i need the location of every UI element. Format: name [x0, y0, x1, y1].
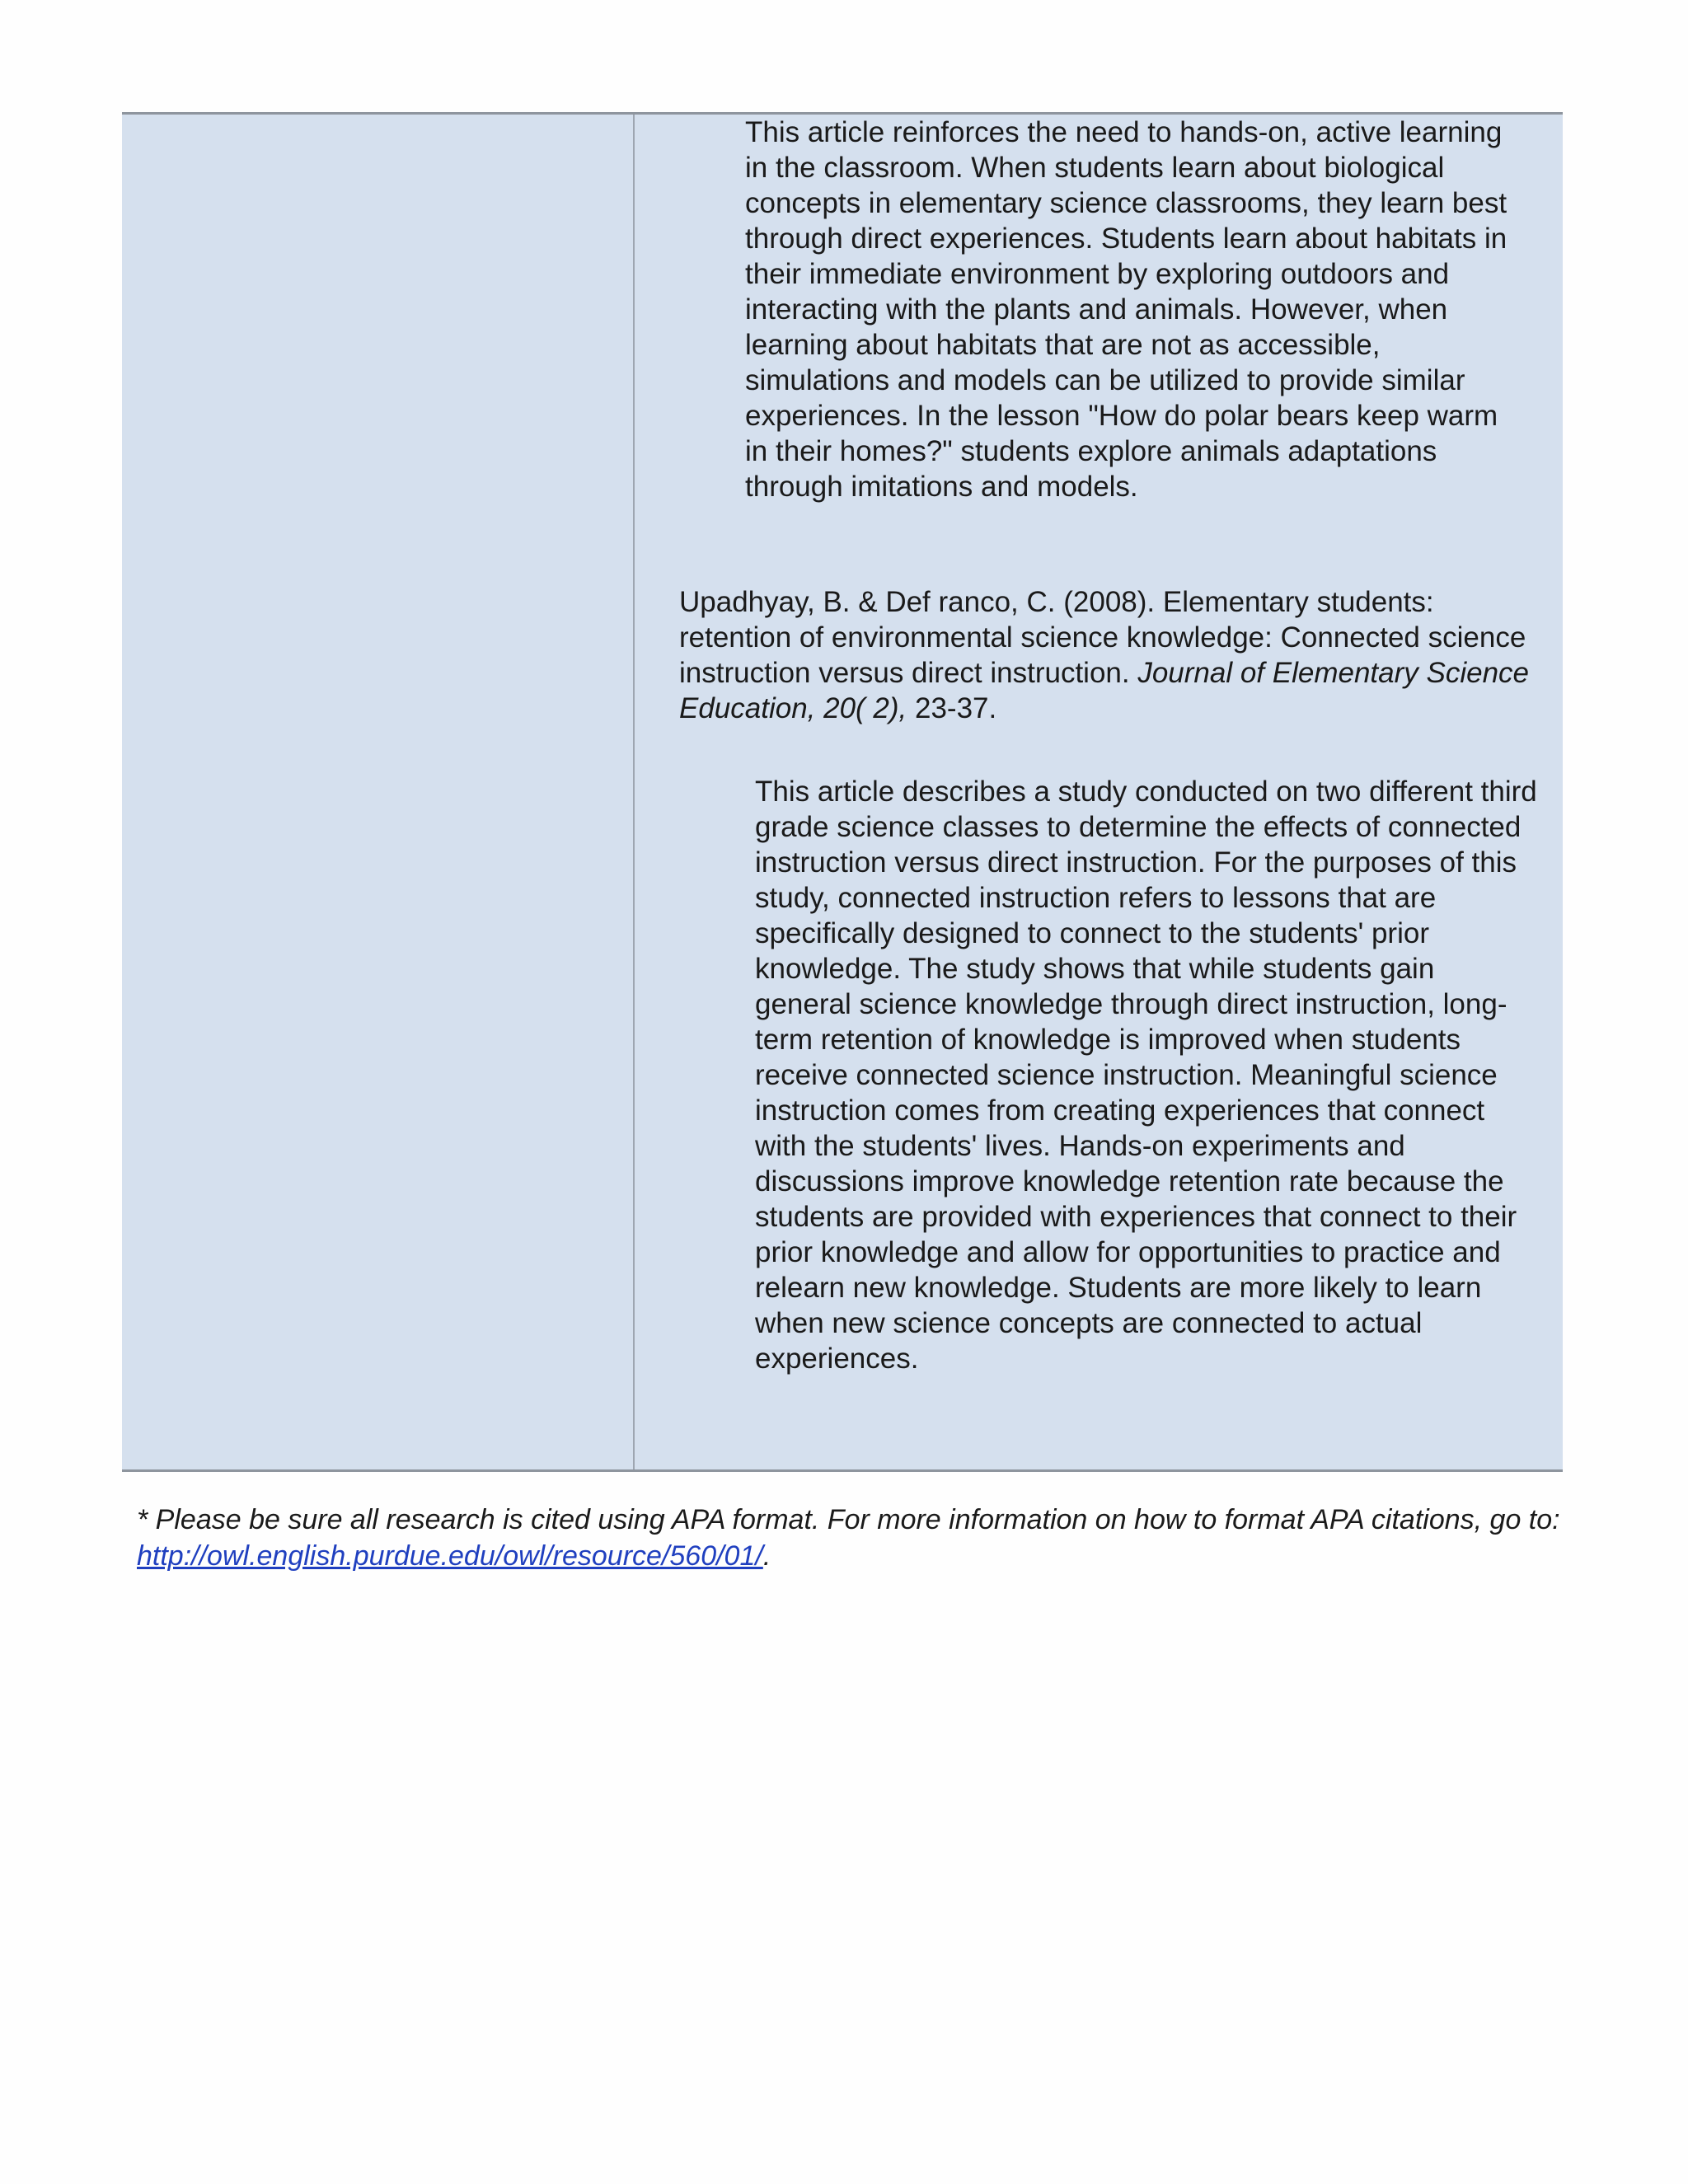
apa-citation	[679, 584, 1536, 726]
article-annotation-2: This article describes a study conducted on two different third grade science classes to determine the effects of connected instruction versus direct instruction. For the purposes of this study, connected instruction refers to lessons that are specifically designed to connect to the students' prior knowledge. The study shows that while students gain general science knowledge through direct instruction, long-term retention of knowledge is improved when students receive connected science instruction. Meaningful science instruction comes from creating experiences that connect with the students' lives. Hands-on experiments and discussions improve knowledge retention rate because the students are provided with experiences that connect to their prior knowledge and allow for opportunities to practice and relearn new knowledge. Students are more likely to learn when new science concepts are connected to actual experiences.	[755, 776, 1537, 1375]
research-table	[122, 112, 1563, 1472]
footnote-text: * Please be sure all research is cited using APA format. For more information on how to format APA citations, go to:	[137, 1504, 1560, 1535]
purdue-owl-link[interactable]: http://owl.english.purdue.edu/owl/resource/560/01/	[137, 1540, 763, 1572]
footnote-end: .	[762, 1540, 771, 1572]
column-divider	[633, 115, 635, 1469]
citation-authors-title: Upadhyay, B. & Def ranco, C. (2008). Elementary students: retention of environmental science knowledge: Connected science instruction versus direct instruction.	[679, 586, 1526, 689]
apa-footnote	[137, 1502, 1571, 1574]
citation-pages: 23-37.	[907, 692, 997, 724]
citation-journal: Journal of Elementary Science Education, 20( 2),	[679, 657, 1530, 724]
article-annotation-1: This article reinforces the need to hands-on, active learning in the classroom. When students learn about biological concepts in elementary science classrooms, they learn best through direct experiences. Students learn about habitats in their immediate environment by exploring outdoors and interacting with the plants and animals. However, when learning about habitats that are not as accessible, simulations and models can be utilized to provide similar experiences. In the lesson "How do polar bears keep warm in their homes?" students explore animals adaptations through imitations and models.	[745, 116, 1507, 503]
